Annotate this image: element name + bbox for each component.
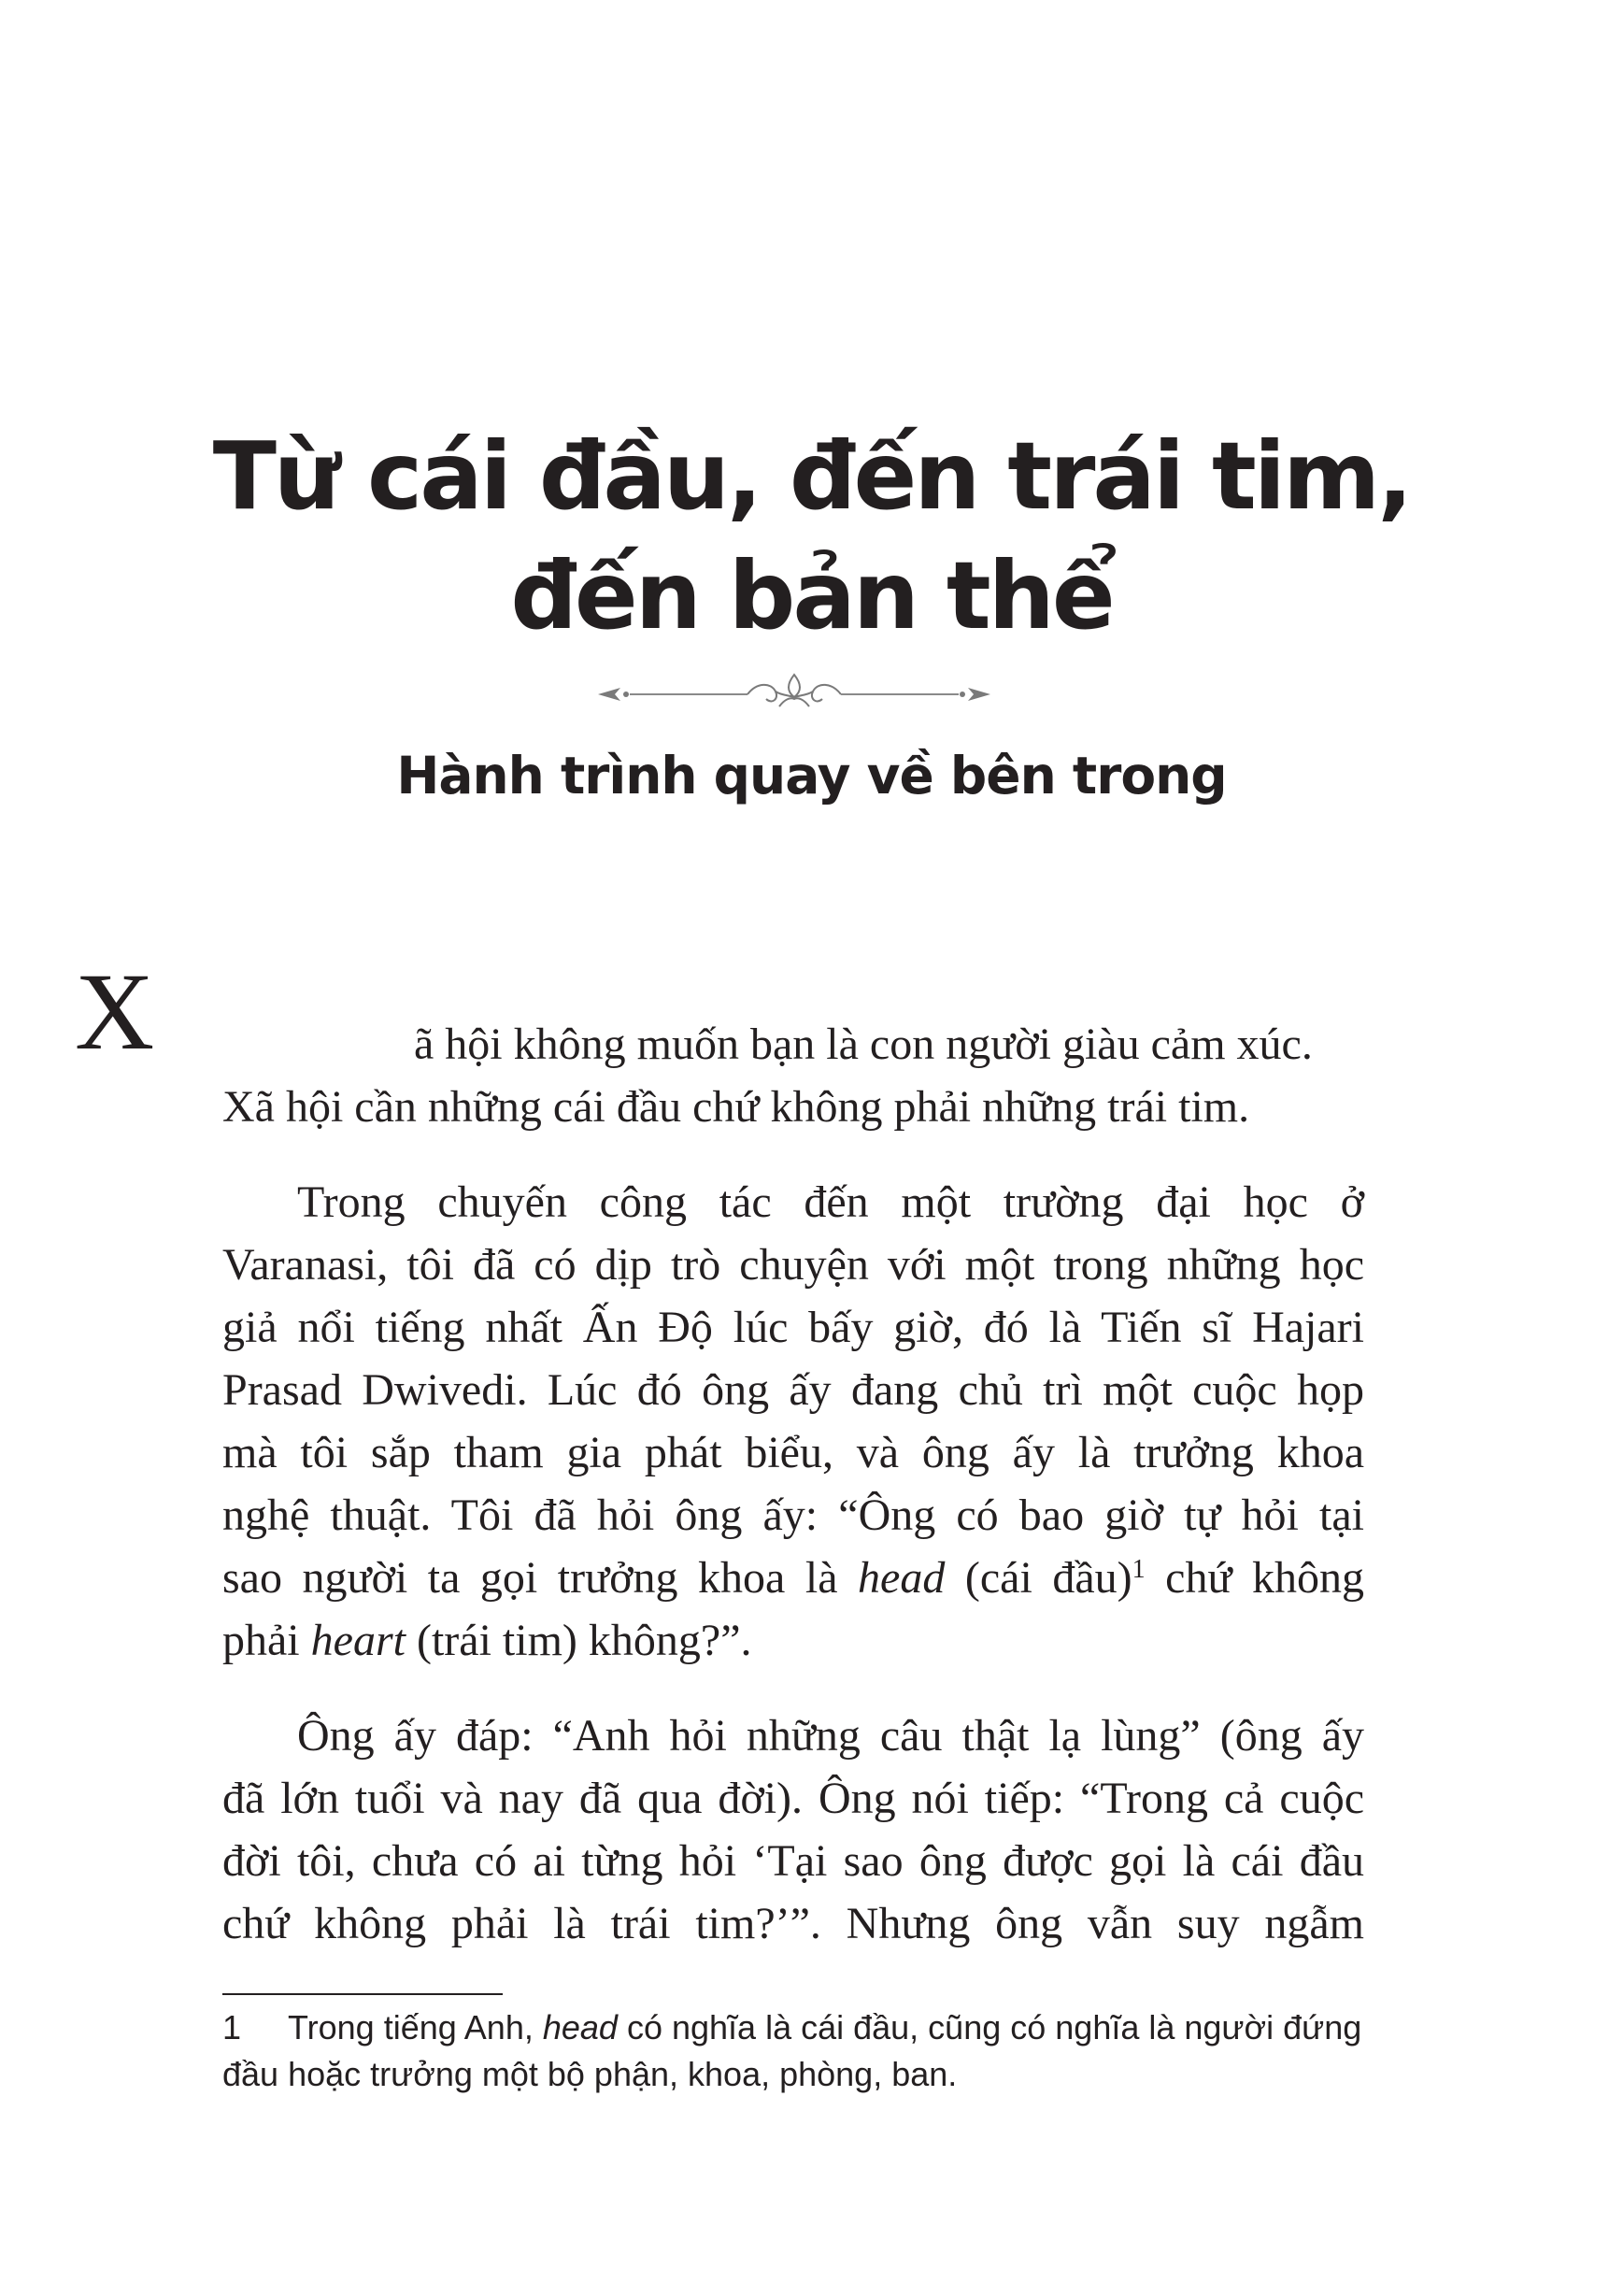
p3-line-3: đời tôi, chưa có ai từng hỏi ‘Tại sao ông được gọi là cái đầu — [222, 1836, 1364, 1886]
p2-line-6: nghệ thuật. Tôi đã hỏi ông ấy: “Ông có bao giờ tự hỏi tại — [222, 1490, 1364, 1540]
footnote-line-1-italic: head — [542, 2008, 618, 2046]
p2-line-8-a: phải — [222, 1616, 311, 1665]
flourish-divider-icon — [598, 671, 990, 718]
p3-line-2: đã lớn tuổi và nay đã qua đời). Ông nói tiếp: “Trong cả cuộc — [222, 1774, 1364, 1823]
p2-line-7-a: sao người ta gọi trưởng khoa là — [222, 1553, 859, 1603]
p1-line-1: ã hội không muốn bạn là con người giàu cảm xúc. — [414, 1020, 1313, 1069]
footnote-divider — [222, 1993, 503, 1995]
p2-line-8-italic: heart — [310, 1616, 406, 1665]
footnote-line-1 — [222, 2004, 1361, 2051]
p2-line-7-c: chứ không — [1145, 1553, 1365, 1603]
chapter-title-line-1: Từ cái đầu, đến trái tim, — [212, 421, 1411, 531]
p2-line-7-italic: head — [858, 1553, 946, 1603]
footnote-reference[interactable]: 1 — [1132, 1555, 1146, 1584]
chapter-title-line-2: đến bản thể — [510, 541, 1113, 650]
drop-cap-letter: X — [75, 950, 155, 1073]
footnote-line-2: đầu hoặc trưởng một bộ phận, khoa, phòng, ban. — [222, 2055, 958, 2093]
footnote-number: 1 — [222, 2008, 242, 2046]
p2-line-7-b: (cái đầu) — [945, 1553, 1132, 1603]
p3-line-1: Ông ấy đáp: “Anh hỏi những câu thật lạ lùng” (ông ấy — [297, 1711, 1364, 1761]
footnote-line-1-a: Trong tiếng Anh, — [288, 2008, 543, 2046]
p1-line-2: Xã hội cần những cái đầu chứ không phải những trái tim. — [222, 1082, 1250, 1132]
p2-line-3: giả nổi tiếng nhất Ấn Độ lúc bấy giờ, đó là Tiến sĩ Hajari — [222, 1303, 1364, 1352]
p2-line-7 — [222, 1547, 1364, 1609]
p2-line-2: Varanasi, tôi đã có dịp trò chuyện với một trong những học — [222, 1240, 1364, 1290]
footnote-line-1-b: có nghĩa là cái đầu, cũng có nghĩa là người đứng — [617, 2008, 1362, 2046]
p2-line-8-b: (trái tim) không?”. — [405, 1616, 752, 1665]
p2-line-8 — [222, 1610, 1364, 1672]
p2-line-4: Prasad Dwivedi. Lúc đó ông ấy đang chủ trì một cuộc họp — [222, 1365, 1364, 1415]
p2-line-1: Trong chuyến công tác đến một trường đại học ở — [297, 1177, 1364, 1227]
p2-line-5: mà tôi sắp tham gia phát biểu, và ông ấy là trưởng khoa — [222, 1428, 1364, 1477]
chapter-subtitle: Hành trình quay về bên trong — [396, 746, 1227, 806]
p3-line-4: chứ không phải là trái tim?’”. Nhưng ông vẫn suy ngẫm — [222, 1899, 1364, 1948]
